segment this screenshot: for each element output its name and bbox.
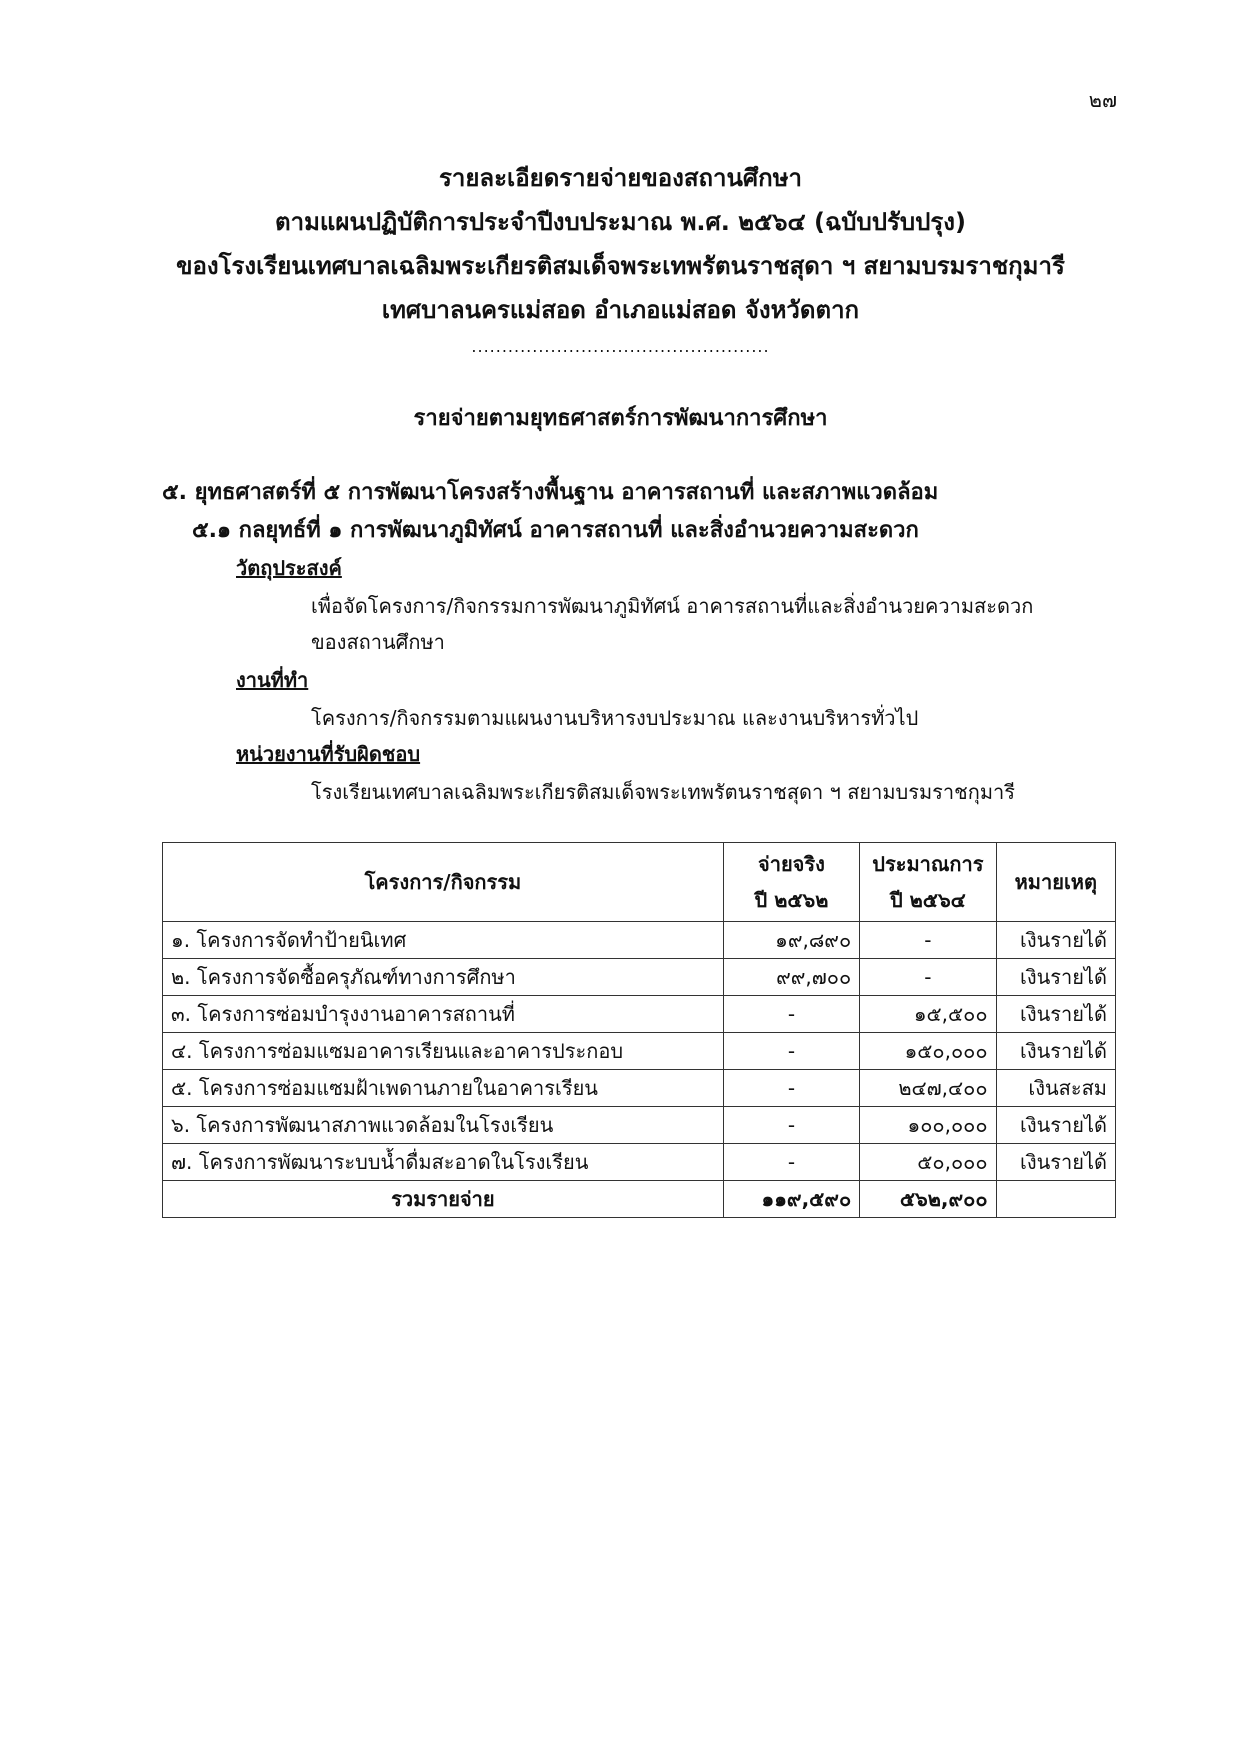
work-heading: งานที่ทำ [236, 668, 309, 692]
row-project: ๔. โครงการซ่อมแซมอาคารเรียนและอาคารประกอบ [163, 1033, 724, 1070]
header-budget [860, 843, 996, 922]
row-project: ๒. โครงการจัดซื้อครุภัณฑ์ทางการศึกษา [163, 959, 724, 996]
row-actual: - [723, 1144, 859, 1181]
total-budget: ๕๖๒,๙๐๐ [860, 1181, 996, 1218]
header-plan-line: ตามแผนปฏิบัติการประจำปีงบประมาณ พ.ศ. ๒๕๖๔ (ฉบับปรับปรุง) [275, 208, 966, 236]
strategy-heading: ๕. ยุทธศาสตร์ที่ ๕ การพัฒนาโครงสร้างพื้นฐาน อาคารสถานที่ และสภาพแวดล้อม [162, 480, 939, 505]
table-header-row [163, 843, 1116, 922]
row-actual: - [723, 996, 859, 1033]
table-row [163, 922, 1116, 959]
row-budget: ๕๐,๐๐๐ [860, 1144, 996, 1181]
header-title: รายละเอียดรายจ่ายของสถานศึกษา [439, 164, 802, 192]
row-note: เงินรายได้ [996, 959, 1115, 996]
table-row [163, 1033, 1116, 1070]
document-header [0, 156, 1241, 362]
row-note: เงินรายได้ [996, 1033, 1115, 1070]
row-actual: - [723, 1070, 859, 1107]
tactic-heading: ๕.๑ กลยุทธ์ที่ ๑ การพัฒนาภูมิทัศน์ อาคารสถานที่ และสิ่งอำนวยความสะดวก [192, 518, 919, 543]
row-actual: - [723, 1033, 859, 1070]
row-actual: - [723, 1107, 859, 1144]
row-note: เงินสะสม [996, 1070, 1115, 1107]
section-title: รายจ่ายตามยุทธศาสตร์การพัฒนาการศึกษา [413, 406, 828, 431]
header-project: โครงการ/กิจกรรม [163, 843, 724, 922]
total-note [996, 1181, 1115, 1218]
row-project: ๕. โครงการซ่อมแซมฝ้าเพดานภายในอาคารเรียน [163, 1070, 724, 1107]
work-text: โครงการ/กิจกรรมตามแผนงานบริหารงบประมาณ และงานบริหารทั่วไป [311, 706, 919, 730]
row-project: ๓. โครงการซ่อมบำรุงงานอาคารสถานที่ [163, 996, 724, 1033]
row-budget: - [860, 922, 996, 959]
row-note: เงินรายได้ [996, 1107, 1115, 1144]
responsible-heading: หน่วยงานที่รับผิดชอบ [236, 742, 421, 766]
row-budget: ๑๕๐,๐๐๐ [860, 1033, 996, 1070]
total-actual: ๑๑๙,๕๙๐ [723, 1181, 859, 1218]
header-budget-year: ปี ๒๕๖๔ [889, 888, 966, 912]
total-label: รวมรายจ่าย [163, 1181, 724, 1218]
responsible-text: โรงเรียนเทศบาลเฉลิมพระเกียรติสมเด็จพระเทพรัตนราชสุดา ฯ สยามบรมราชกุมารี [311, 780, 1015, 804]
objective-text-line2: ของสถานศึกษา [311, 630, 445, 654]
row-actual: ๙๙,๗๐๐ [723, 959, 859, 996]
page-number: ๒๗ [1088, 88, 1117, 112]
row-project: ๑. โครงการจัดทำป้ายนิเทศ [163, 922, 724, 959]
header-location-line: เทศบาลนครแม่สอด อำเภอแม่สอด จังหวัดตาก [381, 296, 860, 324]
objective-heading: วัตถุประสงค์ [236, 556, 342, 580]
header-dotted-divider: ................................................. [471, 337, 770, 356]
row-budget: ๑๐๐,๐๐๐ [860, 1107, 996, 1144]
row-budget: ๒๔๗,๔๐๐ [860, 1070, 996, 1107]
header-actual-year: ปี ๒๕๖๒ [754, 888, 829, 912]
header-school-line: ของโรงเรียนเทศบาลเฉลิมพระเกียรติสมเด็จพระเทพรัตนราชสุดา ฯ สยามบรมราชกุมารี [176, 252, 1065, 280]
table-row [163, 1144, 1116, 1181]
table-row [163, 1070, 1116, 1107]
header-note: หมายเหตุ [996, 843, 1115, 922]
header-actual-label: จ่ายจริง [758, 852, 825, 876]
table-row [163, 1107, 1116, 1144]
row-note: เงินรายได้ [996, 996, 1115, 1033]
row-actual: ๑๙,๘๙๐ [723, 922, 859, 959]
row-note: เงินรายได้ [996, 1144, 1115, 1181]
row-note: เงินรายได้ [996, 922, 1115, 959]
header-actual [723, 843, 859, 922]
row-project: ๗. โครงการพัฒนาระบบน้ำดื่มสะอาดในโรงเรียน [163, 1144, 724, 1181]
budget-table [162, 842, 1116, 1218]
row-budget: ๑๕,๕๐๐ [860, 996, 996, 1033]
row-budget: - [860, 959, 996, 996]
table-row [163, 996, 1116, 1033]
table-total-row [163, 1181, 1116, 1218]
header-budget-label: ประมาณการ [872, 852, 984, 876]
row-project: ๖. โครงการพัฒนาสภาพแวดล้อมในโรงเรียน [163, 1107, 724, 1144]
table-row [163, 959, 1116, 996]
objective-text-line1: เพื่อจัดโครงการ/กิจกรรมการพัฒนาภูมิทัศน์ อาคารสถานที่และสิ่งอำนวยความสะดวก [311, 594, 1034, 618]
